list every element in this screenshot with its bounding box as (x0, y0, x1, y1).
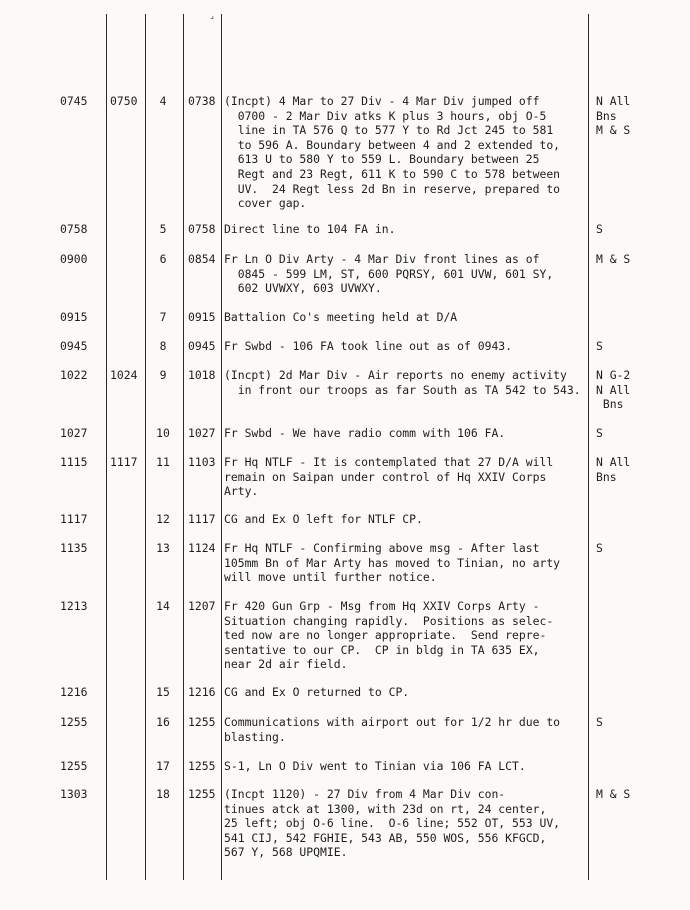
serial-number: 13 (156, 541, 170, 555)
message-text: Fr Hq NTLF - Confirming above msg - After last 105mm Bn of Mar Arty has moved to Tinian, no arty will move until further notice. (224, 541, 561, 585)
serial-number: 11 (156, 455, 170, 469)
serial-number: 10 (156, 426, 170, 440)
message-text: Fr Hq NTLF - It is contemplated that 27 D/A will remain on Saipan under control of Hq XXIV Corps Arty. (224, 455, 554, 499)
time-in: 1213 (60, 599, 88, 613)
message-time: 1216 (188, 685, 216, 699)
message-time: 1124 (188, 541, 216, 555)
serial-number: 16 (156, 715, 170, 729)
message-text: Fr 420 Gun Grp - Msg from Hq XXIV Corps Arty - Situation changing rapidly. Positions as selec- ted now are no longer appropriate. Send repre- sentative to our CP. CP in bldg in TA 635 EX, near 2d air field. (224, 599, 554, 672)
time-in: 0900 (60, 252, 88, 266)
serial-number: 6 (159, 252, 167, 266)
serial-number: 12 (156, 512, 170, 526)
message-time: 0915 (188, 310, 216, 324)
message-text: Communications with airport out for 1/2 hr due to blasting. (224, 715, 561, 744)
message-time: 1255 (188, 759, 216, 773)
time-in: 1216 (60, 685, 88, 699)
time-out: 1024 (110, 368, 138, 382)
message-text: S-1, Ln O Div went to Tinian via 106 FA LCT. (224, 759, 526, 773)
column-rule (145, 14, 146, 880)
message-time: 0945 (188, 339, 216, 353)
time-in: 1022 (60, 368, 88, 382)
action-taken: S (596, 715, 603, 729)
time-in: 1255 (60, 715, 88, 729)
serial-number: 7 (159, 310, 167, 324)
action-taken: N All Bns (596, 455, 631, 484)
action-taken: S (596, 541, 603, 555)
column-rule (183, 14, 184, 880)
time-in: 1135 (60, 541, 88, 555)
time-in: 1027 (60, 426, 88, 440)
message-text: (Incpt 1120) - 27 Div from 4 Mar Div con- tinues atck at 1300, with 23d on rt, 24 center, 25 left; obj O-6 line. O-6 line; 552 OT, 553 UV, 541 CIJ, 542 FGHIE, 543 AB, 550 WOS, 556 KFGCD, 567 Y, 568 UPQMIE. (224, 787, 561, 860)
message-time: 1207 (188, 599, 216, 613)
serial-number: 14 (156, 599, 170, 613)
column-rule (221, 14, 222, 880)
time-in: 1117 (60, 512, 88, 526)
serial-number: 17 (156, 759, 170, 773)
action-taken: S (596, 339, 603, 353)
message-time: 0738 (188, 94, 216, 108)
time-in: 1303 (60, 787, 88, 801)
serial-number: 18 (156, 787, 170, 801)
message-text: (Incpt) 4 Mar to 27 Div - 4 Mar Div jumped off 0700 - 2 Mar Div atks K plus 3 hours, obj O-5 line in TA 576 Q to 577 Y to Rd Jct 245 to 581 to 596 A. Boundary between 4 and 2 extended to, 613 U to 580 Y to 559 L. Boundary between 25 Regt and 23 Regt, 611 K to 590 C to 578 between UV. 24 Regt less 2d Bn in reserve, prepared to cover gap. (224, 94, 561, 211)
message-text: (Incpt) 2d Mar Div - Air reports no enemy activity in front our troops as far South as TA 542 to 543. (224, 368, 581, 397)
action-taken: S (596, 222, 603, 236)
action-taken: N All Bns M & S (596, 94, 631, 138)
message-text: CG and Ex O returned to CP. (224, 685, 410, 699)
message-time: 1255 (188, 787, 216, 801)
serial-number: 8 (159, 339, 167, 353)
action-taken: M & S (596, 252, 631, 266)
serial-number: 9 (159, 368, 167, 382)
action-taken: M & S (596, 787, 631, 801)
serial-number: 5 (159, 222, 167, 236)
time-in: 0745 (60, 94, 88, 108)
message-time: 0854 (188, 252, 216, 266)
message-text: Battalion Co's meeting held at D/A (224, 310, 458, 324)
message-text: CG and Ex O left for NTLF CP. (224, 512, 423, 526)
message-text: Fr Ln O Div Arty - 4 Mar Div front lines as of 0845 - 599 LM, ST, 600 PQRSY, 601 UVW, 601 SY, 602 UVWXY, 603 UVWXY. (224, 252, 554, 296)
message-time: 1103 (188, 455, 216, 469)
action-taken: S (596, 426, 603, 440)
time-out: 1117 (110, 455, 138, 469)
action-taken: N G-2 N All Bns (596, 368, 631, 412)
time-in: 0945 (60, 339, 88, 353)
punch-mark: ¸ (208, 4, 217, 20)
message-text: Fr Swbd - 106 FA took line out as of 0943. (224, 339, 513, 353)
message-text: Direct line to 104 FA in. (224, 222, 396, 236)
time-in: 1255 (60, 759, 88, 773)
message-time: 1117 (188, 512, 216, 526)
message-text: Fr Swbd - We have radio comm with 106 FA. (224, 426, 506, 440)
time-in: 0758 (60, 222, 88, 236)
serial-number: 15 (156, 685, 170, 699)
message-time: 1255 (188, 715, 216, 729)
message-time: 1018 (188, 368, 216, 382)
message-time: 0758 (188, 222, 216, 236)
column-rule (106, 14, 107, 880)
column-rule (588, 14, 589, 880)
time-out: 0750 (110, 94, 138, 108)
serial-number: 4 (159, 94, 167, 108)
time-in: 1115 (60, 455, 88, 469)
message-time: 1027 (188, 426, 216, 440)
time-in: 0915 (60, 310, 88, 324)
